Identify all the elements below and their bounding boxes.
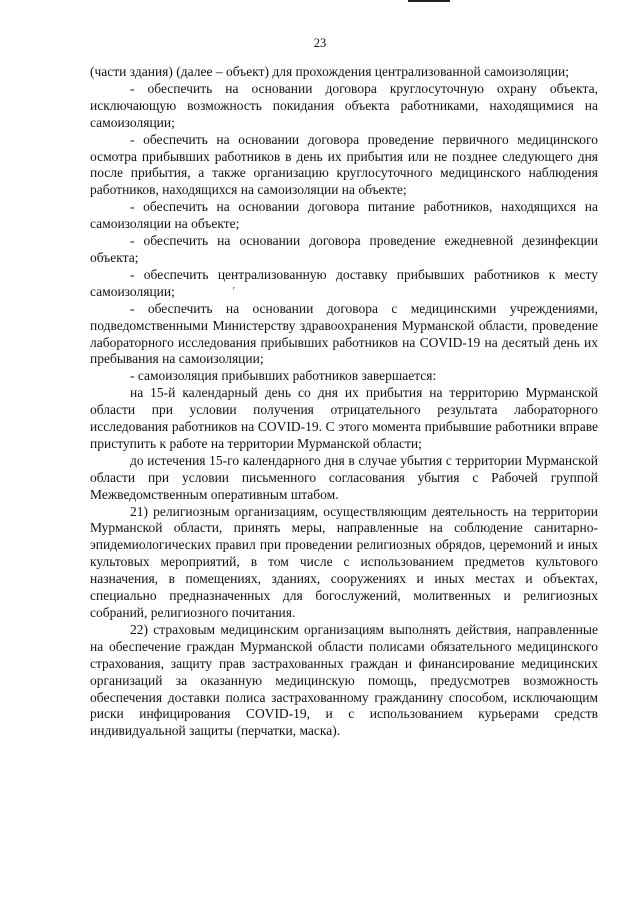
paragraph-delivery (90, 267, 598, 301)
paragraph-meals: - обеспечить на основании договора питание работников, находящихся на самоизоляции на объекте; (90, 199, 598, 232)
paragraph-item-21: 21) религиозным организациям, осуществляющим деятельность на территории Мурманской области, принять меры, направленные на соблюдение санитарно-эпидемиологических правил при проведении религиозных обрядов, церемоний и иных культовых мероприятий, в том числе с использованием предметов культового назначения, в помещениях, зданиях, сооружениях и иных местах и объектах, специально предназначенных для богослужений, молитвенных и религиозных собраний, религиозного почитания. (90, 503, 598, 620)
paragraph-departure: до истечения 15-го календарного дня в случае убытия с территории Мурманской области при условии письменного согласования убытия с Рабочей группой Межведомственным оперативным штабом. (90, 452, 598, 502)
paragraph-delivery-text: - обеспечить централизованную доставку прибывших работников к месту самоизоляции; (90, 266, 598, 299)
paragraph-object-intro: (части здания) (далее – объект) для прохождения централизованной самоизоляции; (90, 64, 569, 79)
paragraph-lab-testing: - обеспечить на основании договора с медицинскими учреждениями, подведомственными Министерству здравоохранения Мурманской области, проведение лабораторного исследования прибывших работников на COVID-19 на десятый день их пребывания на самоизоляции; (90, 300, 598, 367)
paragraph-medical-exam: - обеспечить на основании договора проведение первичного медицинского осмотра прибывших работников в день их прибытия или не позднее следующего дня после прибытия, а также организацию круглосуточного медицинского наблюдения работников, находящихся на самоизоляции на объекте; (90, 131, 598, 198)
document-body (90, 64, 598, 740)
top-edge-mark (408, 0, 450, 2)
page-number: 23 (313, 36, 327, 50)
paragraph-day-15: на 15-й календарный день со дня их прибытия на территорию Мурманской области при условии получения отрицательного результата лабораторного исследования работников на COVID-19. С этого момента прибывшие работники вправе приступить к работе на территории Мурманской области; (90, 385, 598, 451)
paragraph-disinfection: - обеспечить на основании договора проведение ежедневной дезинфекции объекта; (90, 233, 598, 265)
paragraph-security: - обеспечить на основании договора круглосуточную охрану объекта, исключающую возможность покидания объекта работниками, находящимися на самоизоляции; (90, 80, 598, 130)
paragraph-isolation-ends: - самоизоляция прибывших работников завершается: (130, 368, 437, 384)
scan-artifact-mark: ' (232, 285, 235, 297)
paragraph-item-22: 22) страховым медицинским организациям выполнять действия, направленные на обеспечение граждан Мурманской области полисами обязательного медицинского страхования, защиту прав застрахованных граждан и финансирование медицинских организаций за оказанную медицинскую помощь, предусмотрев возможность обеспечения доставки полиса застрахованному гражданину способом, исключающим риски инфицирования COVID-19, и с использованием курьерами средств индивидуальной защиты (перчатки, маска). (90, 621, 598, 739)
